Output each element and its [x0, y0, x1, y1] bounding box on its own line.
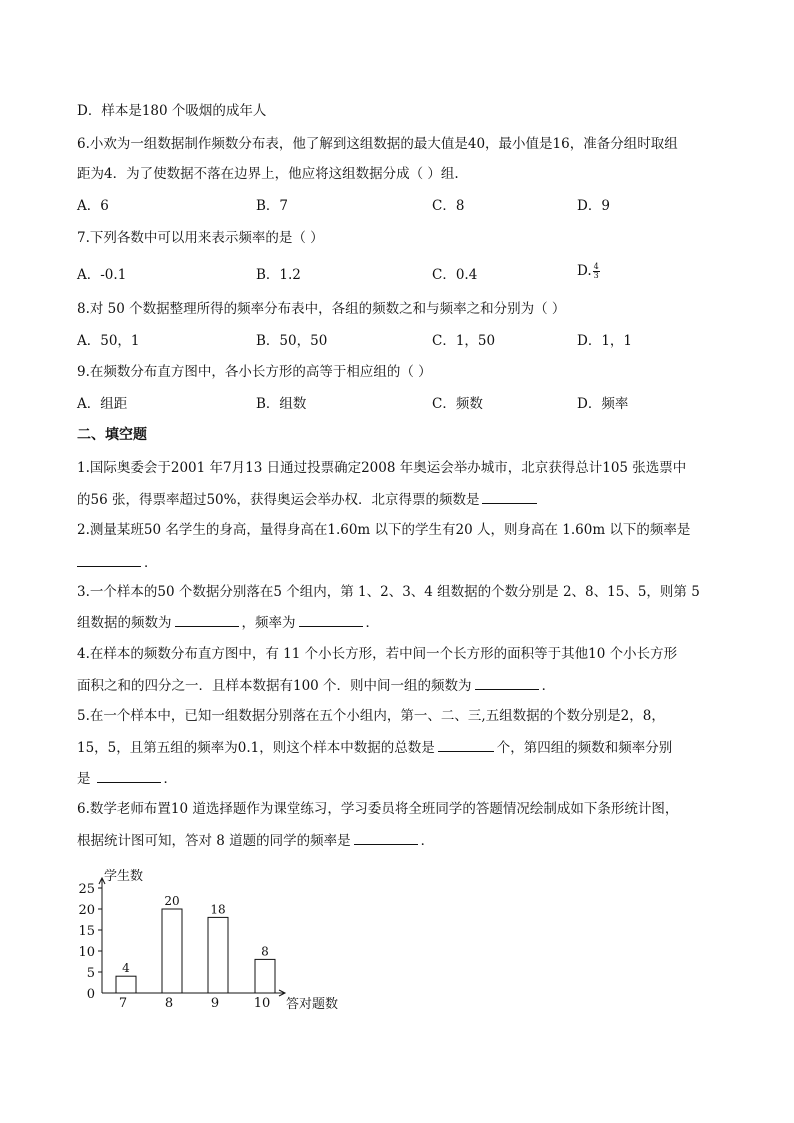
x-tick-label: 8 [164, 996, 174, 1011]
fill-4-text: 面积之和的四分之一．且样本数据有100 个．则中间一组的频数为 [77, 678, 472, 694]
answer-blank[interactable] [97, 769, 161, 783]
bar-value-label: 8 [261, 944, 269, 959]
fill-5-period: ． [163, 771, 177, 787]
q7-option-d-prefix: D. [577, 263, 592, 279]
q8-option-a: A．50，1 [77, 333, 140, 349]
question-7: 7.下列各数中可以用来表示频率的是（ ） [77, 230, 324, 246]
answer-blank[interactable] [354, 831, 418, 845]
bar-value-label: 4 [122, 961, 130, 976]
q9-option-d: D．频率 [577, 396, 629, 412]
fill-1-text: 的56 张，得票率超过50%，获得奥运会举办权．北京得票的频数是 [77, 492, 480, 508]
answer-blank[interactable] [175, 613, 239, 627]
y-tick-label: 10 [78, 945, 95, 960]
q7-option-d [577, 262, 600, 280]
fill-6-line-1: 6.数学老师布置10 道选择题作为课堂练习，学习委员将全班同学的答题情况绘制成如下条形统计图， [77, 801, 679, 817]
fill-1-line-1: 1.国际奥委会于2001 年7月13 日通过投票确定2008 年奥运会举办城市，北京获得总计105 张选票中 [77, 460, 687, 476]
fill-2-period: ． [144, 555, 158, 571]
y-tick-label: 5 [86, 966, 95, 981]
fill-1-line-2 [77, 490, 540, 509]
x-axis-label: 答对题数 [286, 997, 339, 1012]
question-6-line-1: 6.小欢为一组数据制作频数分布表，他了解到这组数据的最大值是40，最小值是16，准备分组时取组 [77, 136, 678, 152]
question-6-line-2: 距为4．为了使数据不落在边界上，他应将这组数据分成（ ）组. [77, 166, 459, 182]
fraction-denominator: 3 [593, 271, 599, 280]
fill-4-line-1: 4.在样本的频数分布直方图中，有 11 个小长方形，若中间一个长方形的面积等于其他10 个小长方形 [77, 646, 678, 662]
q6-option-c: C．8 [432, 198, 465, 214]
q9-option-b: B．组数 [256, 396, 307, 412]
question-9: 9.在频数分布直方图中，各小长方形的高等于相应组的（ ） [77, 364, 432, 380]
x-tick-label: 7 [118, 996, 128, 1011]
section-heading: 二、填空题 [77, 427, 147, 443]
q8-option-b: B．50，50 [256, 333, 328, 349]
answer-blank[interactable] [299, 613, 363, 627]
q9-option-a: A．组距 [77, 396, 128, 412]
q8-option-c: C．1，50 [432, 333, 496, 349]
q6-option-b: B．7 [256, 198, 289, 214]
q7-option-c: C．0.4 [432, 267, 478, 283]
answer-blank[interactable] [77, 553, 141, 567]
q8-option-d: D．1，1 [577, 333, 633, 349]
q7-option-a: A．-0.1 [77, 267, 127, 283]
fill-3-text-1: 组数据的频数为 [77, 615, 172, 631]
fill-3-text-2: ，频率为 [241, 615, 296, 631]
x-tick-label: 10 [253, 996, 271, 1011]
fraction-numerator: 4 [593, 262, 599, 271]
fill-5-text-1: 15，5，且第五组的频率为0.1，则这个样本中数据的总数是 [77, 740, 435, 756]
y-axis-label: 学生数 [104, 869, 144, 884]
bar-value-label: 20 [164, 894, 180, 908]
y-tick-label: 25 [78, 882, 95, 897]
fill-4-line-2 [77, 676, 555, 695]
y-tick-label: 20 [78, 903, 95, 918]
fill-5-text-3: 是 [77, 771, 91, 787]
bar [255, 959, 275, 993]
fill-4-period: ． [541, 678, 556, 694]
q6-option-d: D．9 [577, 198, 610, 214]
fill-6-line-2 [77, 831, 434, 850]
q9-option-c: C．频数 [432, 396, 483, 412]
answer-blank[interactable] [482, 490, 537, 504]
bar [162, 909, 182, 993]
y-tick-label: 15 [78, 924, 95, 939]
bar-value-label: 18 [210, 902, 226, 917]
q7-option-b: B．1.2 [256, 267, 301, 283]
option-d-q5: D．样本是180 个吸烟的成年人 [77, 103, 267, 119]
bar [208, 917, 228, 993]
q6-option-a: A．6 [77, 198, 109, 214]
bar [116, 976, 136, 993]
fill-2-line-2 [77, 553, 158, 572]
fill-5-line-1: 5.在一个样本中，已知一组数据分别落在五个小组内，第一、二、三,五组数据的个数分别是2，8， [77, 708, 665, 724]
fill-5-line-2 [77, 738, 672, 757]
fill-6-period: ． [420, 833, 435, 849]
fill-3-period: ． [365, 615, 379, 631]
fill-6-text: 根据统计图可知，答对 8 道题的同学的频率是 [77, 833, 351, 849]
x-tick-label: 9 [210, 996, 220, 1011]
fill-5-text-2: 个，第四组的频数和频率分别 [496, 740, 673, 756]
fill-2-line-1: 2.测量某班50 名学生的身高，量得身高在1.60m 以下的学生有20 人，则身高在 1.60m 以下的频率是 [77, 522, 691, 538]
fill-5-line-3 [77, 769, 177, 788]
fraction [593, 263, 600, 280]
answer-blank[interactable] [438, 738, 494, 752]
y-tick-label: 0 [86, 987, 95, 1002]
answer-blank[interactable] [475, 676, 539, 690]
bar-chart [70, 862, 370, 1022]
question-8: 8.对 50 个数据整理所得的频率分布表中，各组的频数之和与频率之和分别为（ ） [77, 301, 566, 317]
fill-3-line-1: 3.一个样本的50 个数据分别落在5 个组内，第 1、2、3、4 组数据的个数分别是 2、8、15、5，则第 5 [77, 584, 700, 600]
fill-3-line-2 [77, 613, 379, 632]
